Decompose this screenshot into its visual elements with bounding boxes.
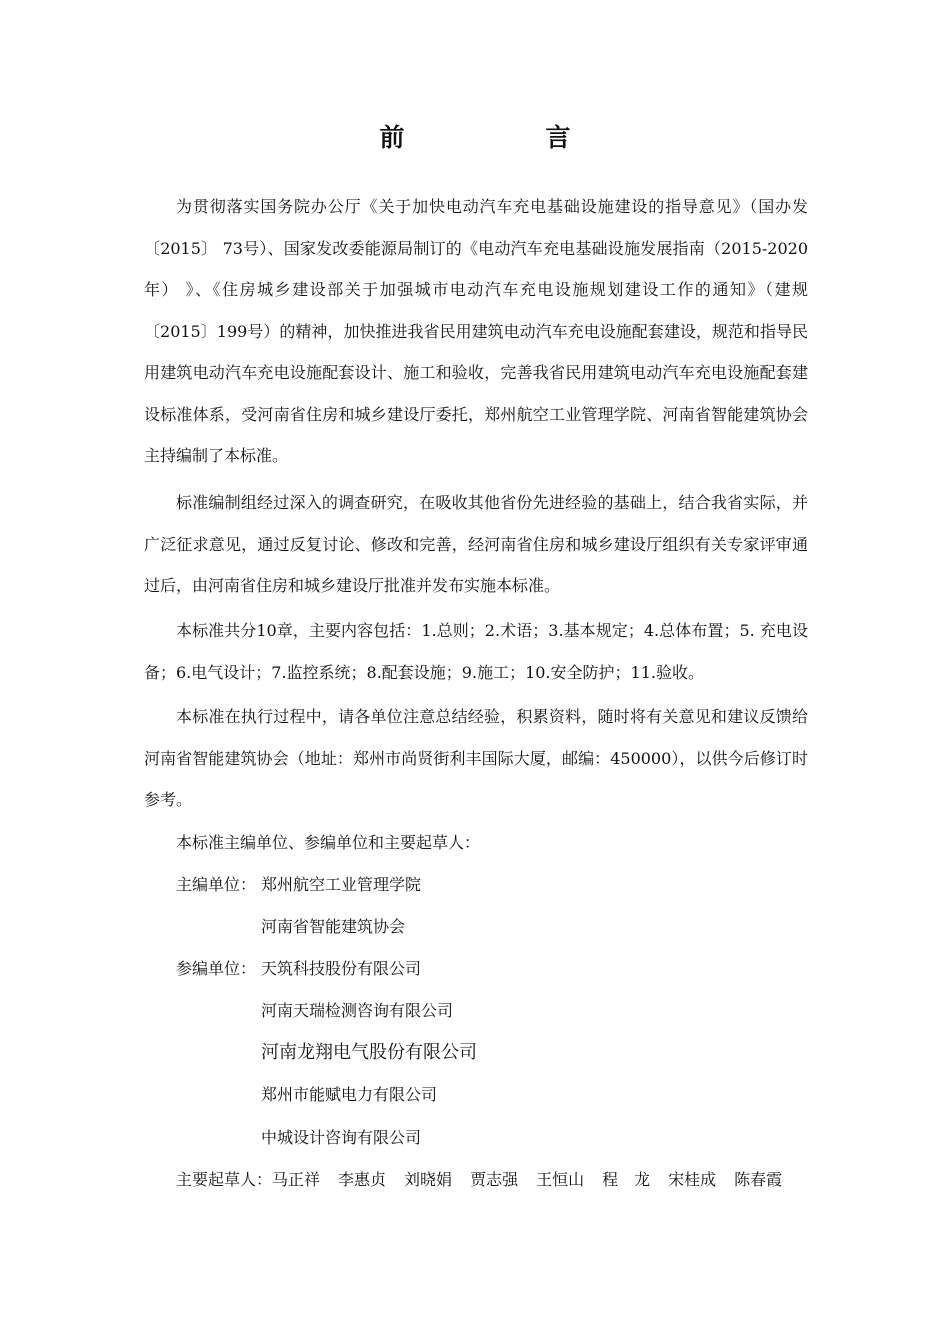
- participating-unit: 天筑科技股份有限公司: [261, 959, 422, 978]
- drafter-name: 宋桂成: [668, 1170, 717, 1189]
- participating-unit: 河南天瑞检测咨询有限公司: [261, 1001, 454, 1020]
- participating-units-label: 参编单位：: [176, 959, 257, 978]
- drafter-name: 程 龙: [602, 1170, 651, 1189]
- participating-unit: 郑州市能赋电力有限公司: [261, 1085, 438, 1104]
- drafter-name: 王恒山: [536, 1170, 585, 1189]
- preface-paragraph-1: 为贯彻落实国务院办公厅《关于加快电动汽车充电基础设施建设的指导意见》（国办发〔2015〕 73号）、国家发改委能源局制订的《电动汽车充电基础设施发展指南（2015-2020年） 》、《住房城乡建设部关于加强城市电动汽车充电设施规划建设工作的通知》（建规〔2015〕199号）的精神，加快推进我省民用建筑电动汽车充电设施配套建设，规范和指导民用建筑电动汽车充电设施配套设计、施工和验收，完善我省民用建筑电动汽车充电设施配套建设标准体系，受河南省住房和城乡建设厅委托，郑州航空工业管理学院、河南省智能建筑协会主持编制了本标准。: [144, 197, 808, 465]
- chief-unit: 河南省智能建筑协会: [261, 917, 406, 936]
- participating-unit: 中城设计咨询有限公司: [261, 1128, 422, 1147]
- drafters-line: [176, 1168, 782, 1192]
- preface-paragraph-2: 标准编制组经过深入的调查研究，在吸收其他省份先进经验的基础上，结合我省实际，并广泛征求意见，通过反复讨论、修改和完善，经河南省住房和城乡建设厅组织有关专家评审通过后，由河南省住房和城乡建设厅批准并发布实施本标准。: [144, 493, 808, 595]
- preface-paragraph-3: 本标准共分10章，主要内容包括：1.总则；2.术语；3.基本规定；4.总体布置；5. 充电设备；6.电气设计；7.监控系统；8.配套设施；9.施工；10.安全防护；11.验收。: [144, 621, 808, 682]
- drafter-name: 李惠贞: [338, 1170, 387, 1189]
- drafters-label: 主要起草人：: [176, 1170, 273, 1189]
- drafter-name: 贾志强: [470, 1170, 519, 1189]
- chief-unit: 郑州航空工业管理学院: [261, 875, 422, 894]
- drafter-name: 马正祥: [272, 1170, 321, 1189]
- drafter-name: 刘晓娟: [404, 1170, 453, 1189]
- page-title: 前 言: [379, 123, 629, 152]
- drafter-name: 陈春霞: [734, 1170, 783, 1189]
- participating-unit: 河南龙翔电气股份有限公司: [261, 1042, 477, 1063]
- units-intro: 本标准主编单位、参编单位和主要起草人：: [176, 833, 481, 852]
- preface-paragraph-4: 本标准在执行过程中，请各单位注意总结经验，积累资料，随时将有关意见和建议反馈给河南省智能建筑协会（地址：郑州市尚贤街利丰国际大厦，邮编：450000），以供今后修订时参考。: [144, 707, 808, 809]
- chief-units-label: 主编单位：: [176, 875, 257, 894]
